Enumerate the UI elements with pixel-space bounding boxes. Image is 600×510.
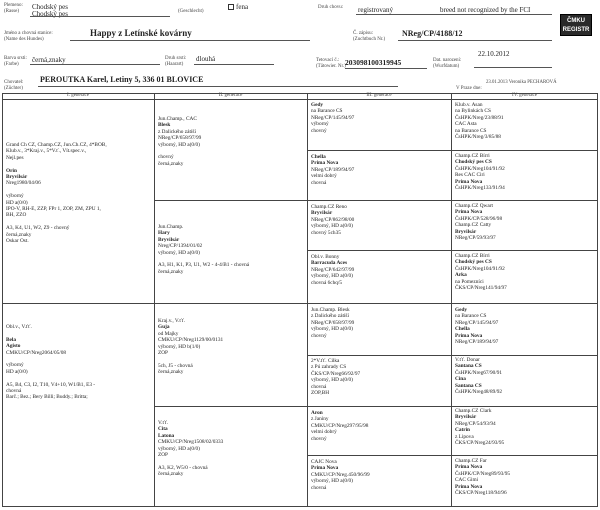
issue-value: 23.01.2013 Veronika PECHAROVÁ: [486, 80, 557, 85]
studbook-value: NReg/CP/4188/12: [402, 29, 463, 38]
tattoo-label: Tetovací č.:: [316, 58, 340, 63]
breeder-value: PEROUTKA Karel, Letiny 5, 336 01 BLOVICE: [40, 75, 204, 84]
sire-entry: Grand Ch CZ, Champ.CZ, Jun.Ch.CZ, 4*BOB, Klub.v., 3*Kraj.v., 5*V.ť., Vít.spec.v., Nejl.pes Orin Bryvilsár Nreg1980/04/06 výborný HD a(0/0) IPO-V, RH-E, ZZP, FPr 1, ZOP, ZM, ZPU 1, BH, ZZO A3, K4, U1, W2, Z9 - chovný černá,znaky Oskar Ost.: [6, 142, 107, 245]
gen4-entry-7: Champ.CZ Clark Bryvilsár NReg/CP/54/93/94 Catrin z Lipova ČKS/CP/Nreg24/93/95: [455, 408, 505, 447]
gen4-entry-5: Gedy na Barance CS NReg/CP/145/94/97 Chella Prima Nova NReg/CP/189/94/97: [455, 307, 499, 346]
gen4-entry-8: Champ.CZ Far Prima Nova ČsHPK/CP/Nreg89/93/95 CAC Gimi Prima Nova ČKS/CP/Nreg118/94/96: [455, 458, 511, 497]
gen3-entry-7: Aron z Janiny CMKU/CP/Nreg297/95/98 velmi dobrý chovný: [311, 410, 369, 442]
gen3-entry-3: Champ.CZ Reno Bryvilsár NReg/CP/862/98/00 výborný, HD a(0/0) chovný 5ch35: [311, 204, 355, 236]
stamp-line2: REGISTR: [562, 27, 590, 33]
studbook-label-sub: (Zuchtbuch Nr.): [353, 37, 386, 42]
gen3-entry-5: Jun.Champ. Blesk z Dalického zátiší NReg/CP/658/97/99 výborný, HD a(0/0) chovný: [311, 307, 355, 339]
gen4-entry-2: Champ.CZ Bírri Chodský pes CS ČsHPK/Nreg104/91/92 Res CAC Ciri Prima Nova ČsHPK/Nreg133/91/94: [455, 153, 505, 192]
dog-name: Happy z Letínské kovárny: [90, 28, 192, 38]
dob-label: Dat. narození:: [433, 58, 462, 63]
gen3-entry-1: Gedy na Barance CS NReg/CP/145/94/97 výborný chovný: [311, 102, 355, 134]
dog-name-label-sub: (Name des Hundes): [4, 37, 44, 42]
dob-label-sub: (Wurfdatum): [433, 64, 460, 69]
type-value: registrovaný: [358, 6, 393, 14]
gen3-entry-4: Obl.v. Bonny Barracuda Aces NReg/CP/642/97/99 výborný, HD a(0/0) chovná 6chq/5: [311, 254, 355, 286]
color-value: černá,znaky: [32, 56, 66, 64]
studbook-label: Č. zápisu:: [353, 31, 373, 36]
column-header-gen4: IV. generace: [512, 93, 537, 98]
type-label: Druh chovu:: [318, 5, 344, 10]
color-label-sub: (Farbe): [4, 62, 19, 67]
breed-label: Plemeno:: [4, 3, 23, 8]
column-header-gen2: II. generace: [218, 93, 243, 98]
breed-value-line2: Chodský pes: [32, 10, 68, 18]
dog-name-label: Jméno a chovná stanice:: [4, 31, 53, 36]
gen2-entry-4: V.ťť. Cita Latona CMKU/CP/Nreg1508/02/0333 výborný, HD a(0/0) ZOP A3, K2, W5/0 - chovná černá,znaky: [158, 420, 224, 478]
register-number: [3, 440, 17, 500]
gen3-entry-8: CAJC Nova Prima Nova CMKU/CP/Nreg.450/96/99 výborný, HD a(0/0) chovná: [311, 459, 370, 491]
sex-label: (Geschlecht): [178, 9, 204, 14]
gen3-entry-2: Chella Prima Nova NReg/CP/189/94/97 velmi dobrý chovná: [311, 154, 355, 186]
dam-entry: Obl.v., V.ťť. Bela Agisto CMKU/CP/Nreg2064/05/08 výborný HD a(0/0) A5, B4, C3, I2, T10, V4+10, W1/B1, E3 - chovná Barč.; Bez.; Bery Billi; Buddy.; Britta;: [6, 324, 96, 401]
coat-label: Druh srsti:: [165, 56, 187, 61]
breeder-label: Chovatel:: [4, 80, 24, 85]
gen4-entry-3: Champ.CZ Qwart Prima Nova ČsHPK/CP/528/96/98 Champ.CZ Catty Bryvilsár NReg/CP/59/93/97: [455, 203, 503, 242]
gen2-entry-1: Jun.Champ., CAC Blesk z Dalického zátiší NReg/CP/658/97/99 výborný, HD a(0/0) chovný černá,znaky: [158, 116, 202, 167]
gen4-entry-6: V.ťť. Donar Santana CS ČsHPK/Nreg67/90/91 Cina Santana CS ČsHPK/Nreg48/89/92: [455, 357, 503, 396]
gen2-entry-3: Kraj.v., V.ťť. Guja od Majky CMKU/CP/Nreg1129/00/0131 výborný, HD b(1/0) ZOP 5ch, J5 - chovná černá,znaky: [158, 318, 224, 376]
register-number-text: [0, 454, 1, 484]
tattoo-value: 203098100319945: [345, 58, 402, 67]
fci-note: breed not recognized by the FCI: [440, 6, 531, 14]
stamp-line1: ČMKU: [567, 18, 585, 24]
coat-label-sub: (Haarart): [165, 62, 184, 67]
coat-value: dlouhá: [196, 55, 216, 63]
breed-label-sub: (Rasse): [4, 9, 19, 14]
dob-value: 22.10.2012: [478, 50, 510, 58]
issue-line: V Praze dne:: [456, 86, 482, 91]
gen4-entry-4: Champ.CZ Bírri Chodský pes CS ČsHPK/Nreg104/91/92 Arka na Pomezníci ČKS/CP/Nreg141/94/97: [455, 253, 507, 292]
gen2-entry-2: Jun.Champ. Hary Bryvilsár Nreg/CP/1394/01/02 výborný, HD a(0/0) A3, H1, K1, P3, U1, W2 - 4-4/B1 - chovná černá,znaky: [158, 224, 250, 275]
cmku-registr-stamp: [560, 14, 592, 36]
gen3-entry-6: 2*V.ťť. Cilka z Pú zahrady CS ČKS/CP/Nreg66/92/97 výborný, HD a(0/0) chovná ZOP,BH: [311, 358, 361, 397]
gen4-entry-1: Klub.v. Asan na Bylinkách CS ČsHPK/Nreg/23/88/91 CAC Asta na Barance CS ČsHPK/Nreg/3/85/88: [455, 102, 504, 141]
color-label: Barva srsti:: [4, 56, 27, 61]
breeder-label-sub: (Züchter): [4, 86, 23, 91]
column-header-gen3: III. generace: [366, 93, 392, 98]
column-header-gen1: I. generace: [67, 93, 89, 98]
sex-value: fena: [236, 3, 249, 11]
tattoo-label-sub: (Tätowier. Nr.): [316, 64, 346, 69]
sex-checkbox: [228, 4, 234, 10]
breed-value: Chodský pes: [32, 3, 68, 11]
